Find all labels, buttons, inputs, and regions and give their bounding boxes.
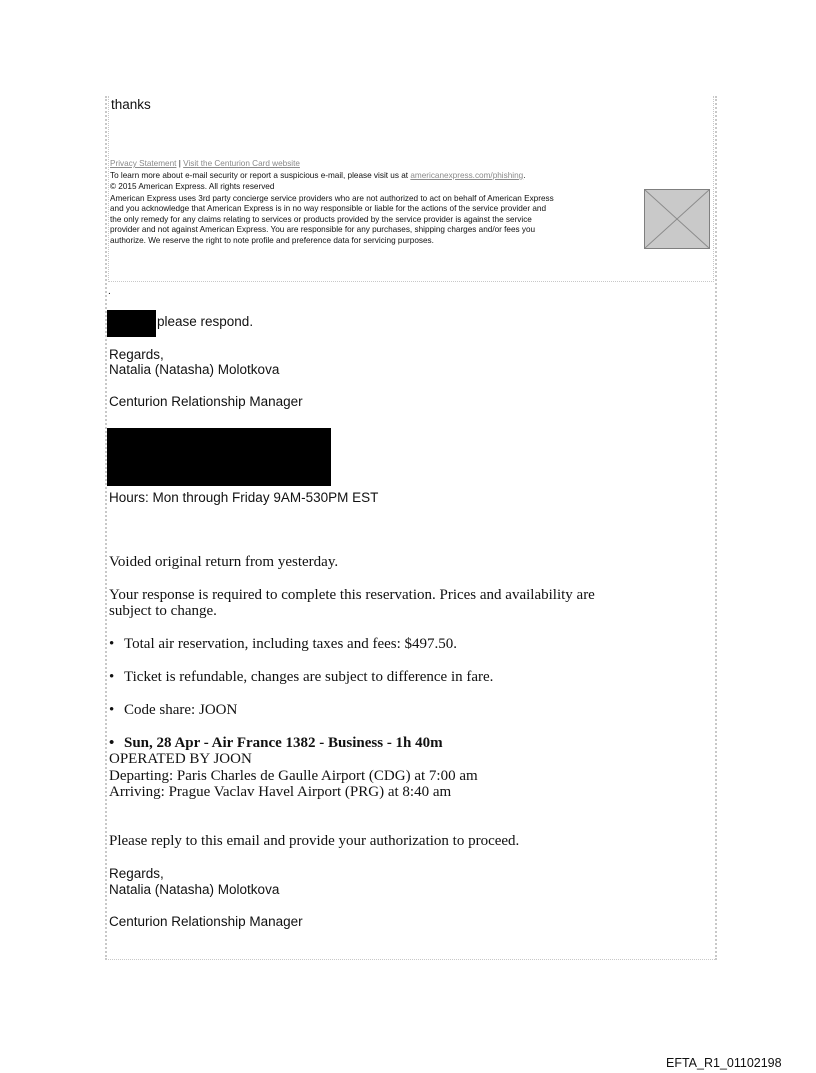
- phishing-link[interactable]: americanexpress.com/phishing: [410, 171, 524, 180]
- signature-title: Centurion Relationship Manager: [109, 914, 303, 929]
- security-notice-text: To learn more about e-mail security or report a suspicious e-mail, please visit us at: [110, 171, 411, 180]
- signature-regards: Regards,: [109, 866, 164, 881]
- broken-image-icon: [644, 189, 710, 249]
- list-item-refundable: [109, 669, 493, 686]
- redaction-block: [107, 310, 156, 337]
- please-respond-text: please respond.: [157, 314, 254, 329]
- bullet-glyph: •: [109, 702, 115, 718]
- signature-title: Centurion Relationship Manager: [109, 394, 303, 409]
- security-notice-suffix: .: [523, 171, 526, 180]
- legal-line: the only remedy for any claims relating to services or products provided by the service provider is against the service: [110, 214, 532, 224]
- list-item-text: Ticket is refundable, changes are subject to difference in fare.: [124, 669, 494, 685]
- centurion-website-link[interactable]: Visit the Centurion Card website: [183, 159, 300, 168]
- legal-line: and you acknowledge that American Express is in no way responsible or liable for the actions of the service provider and: [110, 204, 546, 214]
- legal-line: American Express uses 3rd party concierge service providers who are not authorized to act on behalf of American Express: [110, 194, 554, 203]
- response-required-line-1: Your response is required to complete this reservation. Prices and availability are: [109, 587, 595, 603]
- bullet-glyph: •: [109, 735, 115, 751]
- legal-line: provider and not against American Express. You are responsible for any purchases, shipping charges and/or fees you: [110, 225, 536, 235]
- security-notice: [110, 171, 525, 181]
- legal-disclaimer: [110, 194, 645, 246]
- reply-instruction: Please reply to this email and provide your authorization to proceed.: [109, 833, 520, 849]
- signature-name: Natalia (Natasha) Molotkova: [109, 882, 280, 897]
- bullet-glyph: •: [109, 669, 115, 685]
- privacy-statement-link[interactable]: Privacy Statement: [110, 159, 177, 168]
- list-item-text: Total air reservation, including taxes and fees: $497.50.: [124, 636, 458, 652]
- footer-links: [110, 159, 300, 169]
- voided-text: Voided original return from yesterday.: [109, 554, 339, 570]
- bullet-glyph: •: [109, 636, 115, 652]
- hours-text: Hours: Mon through Friday 9AM-530PM EST: [109, 490, 379, 505]
- copyright-text: © 2015 American Express. All rights reserved: [110, 182, 275, 191]
- flight-departing: Departing: Paris Charles de Gaulle Airport (CDG) at 7:00 am: [109, 768, 478, 784]
- list-item-text: Code share: JOON: [124, 702, 238, 718]
- signature-name: Natalia (Natasha) Molotkova: [109, 362, 280, 377]
- link-separator: |: [178, 159, 181, 168]
- list-item-total: [109, 636, 457, 653]
- flight-operated-by: OPERATED BY JOON: [109, 751, 252, 767]
- separator-dot: .: [108, 286, 111, 297]
- flight-arriving: Arriving: Prague Vaclav Havel Airport (PRG) at 8:40 am: [109, 784, 452, 800]
- response-required-line-2: subject to change.: [109, 603, 217, 619]
- thanks-text: thanks: [111, 97, 151, 112]
- document-id: EFTA_R1_01102198: [666, 1056, 782, 1070]
- legal-line: authorize. We reserve the right to note profile and preference data for servicing purposes.: [110, 235, 434, 245]
- signature-regards: Regards,: [109, 347, 164, 362]
- flight-header: [109, 735, 443, 752]
- redaction-block: [107, 428, 331, 486]
- flight-header-text: Sun, 28 Apr - Air France 1382 - Business - 1h 40m: [124, 735, 443, 751]
- list-item-codeshare: [109, 702, 237, 719]
